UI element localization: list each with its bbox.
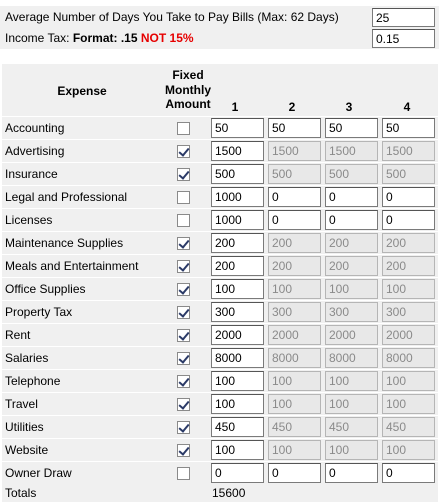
fixed-monthly-checkbox[interactable] — [177, 444, 190, 457]
month-2-amount-input — [268, 417, 321, 437]
expense-row — [2, 278, 438, 300]
header-month-4: 4 — [403, 100, 411, 114]
fixed-monthly-checkbox[interactable] — [177, 191, 190, 204]
month-3-amount-input[interactable] — [325, 118, 378, 138]
expense-row — [2, 439, 438, 461]
month-3-amount-input — [325, 325, 378, 345]
month-1-amount-input[interactable] — [211, 371, 264, 391]
fixed-monthly-checkbox[interactable] — [177, 398, 190, 411]
month-2-amount-input — [268, 141, 321, 161]
expense-name: Meals and Entertainment — [5, 259, 139, 273]
income-tax-warning: NOT 15% — [140, 31, 194, 45]
month-4-amount-input — [382, 164, 435, 184]
month-1-amount-input[interactable] — [211, 210, 264, 230]
expense-name: Rent — [5, 328, 31, 342]
month-2-amount-input — [268, 348, 321, 368]
days-to-pay-label: Average Number of Days You Take to Pay Bills (Max: 62 Days) — [5, 10, 339, 24]
month-1-amount-input[interactable] — [211, 394, 264, 414]
month-4-amount-input — [382, 371, 435, 391]
month-1-amount-input[interactable] — [211, 164, 264, 184]
month-1-amount-input[interactable] — [211, 187, 264, 207]
month-4-amount-input — [382, 279, 435, 299]
fixed-monthly-checkbox[interactable] — [177, 306, 190, 319]
month-3-amount-input — [325, 279, 378, 299]
expense-row — [2, 255, 438, 277]
month-2-amount-input[interactable] — [268, 210, 321, 230]
month-4-amount-input[interactable] — [382, 210, 435, 230]
expense-name: Utilities — [5, 420, 44, 434]
month-1-amount-input[interactable] — [211, 233, 264, 253]
expense-name: Website — [5, 443, 49, 457]
month-2-amount-input — [268, 394, 321, 414]
month-1-amount-input[interactable] — [211, 348, 264, 368]
expense-name: Maintenance Supplies — [5, 236, 124, 250]
expense-name: Telephone — [5, 374, 61, 388]
month-2-amount-input — [268, 256, 321, 276]
expense-row — [2, 347, 438, 369]
month-2-amount-input — [268, 371, 321, 391]
days-to-pay-input[interactable] — [372, 8, 435, 27]
expense-name: Legal and Professional — [5, 190, 128, 204]
month-2-amount-input — [268, 279, 321, 299]
expense-row — [2, 301, 438, 323]
fixed-monthly-checkbox[interactable] — [177, 352, 190, 365]
month-3-amount-input — [325, 371, 378, 391]
month-1-amount-input[interactable] — [211, 256, 264, 276]
expense-name: Owner Draw — [5, 466, 72, 480]
month-3-amount-input — [325, 394, 378, 414]
month-1-amount-input[interactable] — [211, 325, 264, 345]
fixed-monthly-checkbox[interactable] — [177, 122, 190, 135]
month-1-amount-input[interactable] — [211, 141, 264, 161]
income-tax-format-hint: Format: .15 — [72, 31, 138, 45]
fixed-monthly-checkbox[interactable] — [177, 168, 190, 181]
month-1-amount-input[interactable] — [211, 279, 264, 299]
month-3-amount-input — [325, 348, 378, 368]
month-3-amount-input — [325, 302, 378, 322]
month-1-amount-input[interactable] — [211, 118, 264, 138]
month-1-amount-input[interactable] — [211, 463, 264, 483]
expense-row — [2, 462, 438, 484]
totals-row — [2, 483, 438, 502]
header-month-1: 1 — [231, 100, 239, 114]
month-3-amount-input — [325, 233, 378, 253]
fixed-monthly-checkbox[interactable] — [177, 214, 190, 227]
month-3-amount-input — [325, 440, 378, 460]
fixed-monthly-checkbox[interactable] — [177, 375, 190, 388]
month-3-amount-input — [325, 256, 378, 276]
expense-row — [2, 117, 438, 139]
expense-name: Salaries — [5, 351, 49, 365]
expense-row — [2, 209, 438, 231]
month-4-amount-input — [382, 256, 435, 276]
month-3-amount-input — [325, 417, 378, 437]
month-3-amount-input[interactable] — [325, 187, 378, 207]
month-4-amount-input — [382, 394, 435, 414]
expense-table-header — [2, 64, 438, 116]
month-4-amount-input — [382, 141, 435, 161]
month-1-amount-input[interactable] — [211, 302, 264, 322]
month-2-amount-input[interactable] — [268, 187, 321, 207]
fixed-monthly-checkbox[interactable] — [177, 329, 190, 342]
fixed-monthly-checkbox[interactable] — [177, 260, 190, 273]
expense-name: Licenses — [5, 213, 53, 227]
month-2-amount-input — [268, 164, 321, 184]
month-4-amount-input — [382, 440, 435, 460]
month-3-amount-input — [325, 141, 378, 161]
month-3-amount-input[interactable] — [325, 210, 378, 230]
income-tax-row — [0, 27, 439, 50]
month-4-amount-input — [382, 302, 435, 322]
expense-name: Advertising — [5, 144, 65, 158]
month-3-amount-input[interactable] — [325, 463, 378, 483]
expense-row — [2, 232, 438, 254]
income-tax-prefix: Income Tax: — [5, 31, 70, 45]
month-2-amount-input — [268, 325, 321, 345]
settings-panel — [0, 0, 439, 52]
expense-row — [2, 393, 438, 415]
totals-value: 15600 — [212, 486, 246, 500]
fixed-monthly-checkbox[interactable] — [177, 421, 190, 434]
days-to-pay-row — [0, 6, 439, 29]
month-2-amount-input — [268, 440, 321, 460]
fixed-monthly-checkbox[interactable] — [177, 145, 190, 158]
expense-row — [2, 140, 438, 162]
month-4-amount-input[interactable] — [382, 187, 435, 207]
expense-row — [2, 324, 438, 346]
month-4-amount-input — [382, 417, 435, 437]
month-2-amount-input — [268, 302, 321, 322]
expense-name: Insurance — [5, 167, 58, 181]
header-fixed-monthly-amount: Fixed Monthly Amount — [165, 68, 211, 111]
header-expense: Expense — [57, 84, 107, 98]
month-2-amount-input[interactable] — [268, 118, 321, 138]
expense-name: Travel — [5, 397, 38, 411]
month-4-amount-input[interactable] — [382, 463, 435, 483]
header-month-3: 3 — [345, 100, 353, 114]
month-4-amount-input — [382, 348, 435, 368]
month-3-amount-input — [325, 164, 378, 184]
month-2-amount-input[interactable] — [268, 463, 321, 483]
income-tax-input[interactable] — [372, 29, 435, 48]
expense-name: Accounting — [5, 121, 65, 135]
month-1-amount-input[interactable] — [211, 440, 264, 460]
month-4-amount-input[interactable] — [382, 118, 435, 138]
fixed-monthly-checkbox[interactable] — [177, 237, 190, 250]
expense-row — [2, 416, 438, 438]
expense-row — [2, 163, 438, 185]
month-4-amount-input — [382, 325, 435, 345]
expense-row — [2, 186, 438, 208]
month-2-amount-input — [268, 233, 321, 253]
fixed-monthly-checkbox[interactable] — [177, 283, 190, 296]
expense-name: Property Tax — [5, 305, 73, 319]
month-4-amount-input — [382, 233, 435, 253]
totals-label: Totals — [5, 486, 37, 500]
month-1-amount-input[interactable] — [211, 417, 264, 437]
header-month-2: 2 — [288, 100, 296, 114]
expense-name: Office Supplies — [5, 282, 86, 296]
fixed-monthly-checkbox[interactable] — [177, 467, 190, 480]
income-tax-label — [5, 31, 194, 45]
expense-row — [2, 370, 438, 392]
